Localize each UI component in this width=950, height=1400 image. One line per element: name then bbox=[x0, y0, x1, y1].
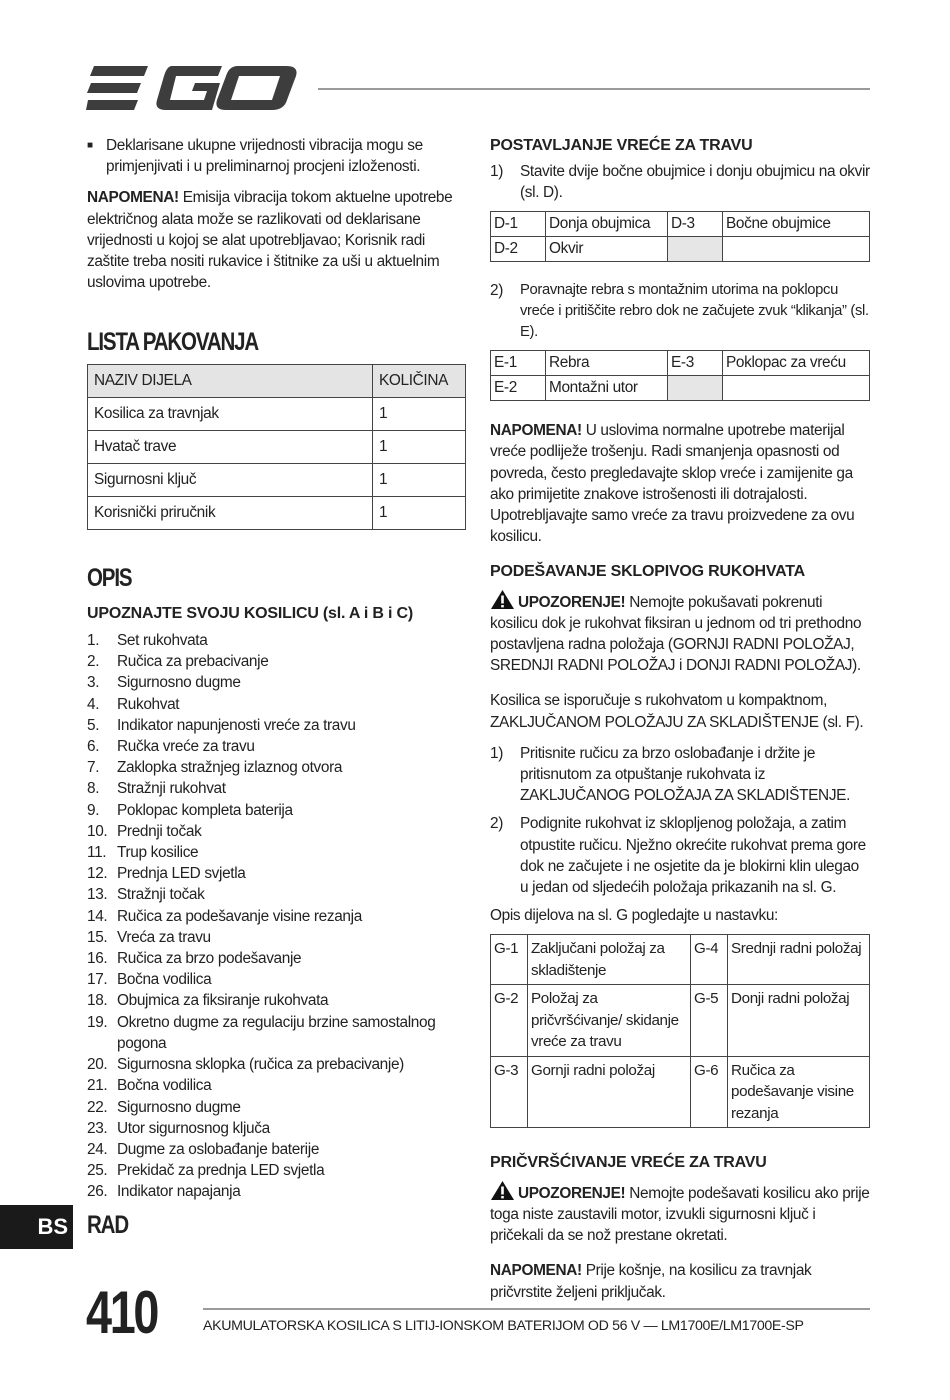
part-name: Kosilica za travnjak bbox=[88, 397, 373, 430]
item-number: 7. bbox=[87, 759, 100, 777]
list-item bbox=[87, 1118, 465, 1139]
item-number: 4. bbox=[87, 695, 100, 713]
list-item bbox=[87, 884, 465, 905]
item-number: 6. bbox=[87, 738, 100, 756]
left-column bbox=[87, 135, 465, 1239]
ref-label: Donja obujmica bbox=[546, 211, 668, 236]
item-text: Ručica za prebacivanje bbox=[117, 653, 269, 671]
item-text: Rukohvat bbox=[117, 695, 180, 713]
column-header-qty: KOLIČINA bbox=[373, 364, 466, 397]
warning-triangle-icon bbox=[490, 589, 515, 610]
list-item bbox=[87, 1139, 465, 1160]
install-step-1 bbox=[490, 161, 870, 203]
ref-code: G-6 bbox=[691, 1056, 728, 1128]
step-text: Pritisnite ručicu za brzo oslobađanje i držite je pritisnutom za otpuštanje rukohvata iz ZAKLJUČANOG POLOŽAJA ZA SKLADIŠTENJE. bbox=[520, 744, 851, 805]
table-fig-g bbox=[490, 934, 870, 1128]
know-your-mower-heading: UPOZNAJTE SVOJU KOSILICU (sl. A i B i C) bbox=[87, 604, 413, 622]
list-item bbox=[87, 948, 465, 969]
list-item bbox=[87, 1160, 465, 1181]
item-number: 13. bbox=[87, 886, 108, 904]
ref-label: Zaključani položaj za skladištenje bbox=[528, 935, 691, 985]
handle-step-2 bbox=[490, 813, 870, 898]
item-number: 25. bbox=[87, 1162, 108, 1180]
ref-code: E-3 bbox=[668, 351, 723, 376]
bullet-text: Deklarisane ukupne vrijednosti vibracija mogu se primjenjivati i u preliminarnoj procjeni izloženosti. bbox=[106, 137, 423, 176]
list-item bbox=[87, 757, 465, 778]
packing-table bbox=[87, 364, 466, 530]
list-item bbox=[87, 927, 465, 948]
item-text: Sigurnosno dugme bbox=[117, 674, 241, 692]
item-number: 11. bbox=[87, 844, 107, 862]
item-text: Sigurnosna sklopka (ručica za prebacivanje) bbox=[117, 1056, 404, 1074]
list-item bbox=[87, 1181, 465, 1202]
item-number: 12. bbox=[87, 865, 108, 883]
ref-label: Donji radni položaj bbox=[728, 985, 870, 1057]
ref-code: E-2 bbox=[491, 376, 546, 401]
empty-cell bbox=[668, 236, 723, 261]
ref-label: Okvir bbox=[546, 236, 668, 261]
item-text: Poklopac kompleta baterija bbox=[117, 801, 293, 819]
item-text: Ručka vreće za travu bbox=[117, 738, 255, 756]
item-text: Prednja LED svjetla bbox=[117, 865, 246, 883]
list-item bbox=[87, 906, 465, 927]
list-item bbox=[87, 672, 465, 693]
part-name: Hvatač trave bbox=[88, 430, 373, 463]
item-number: 18. bbox=[87, 992, 108, 1010]
note-vibration bbox=[87, 187, 465, 293]
table-row bbox=[491, 985, 870, 1057]
part-qty: 1 bbox=[373, 397, 466, 430]
note-bag-wear bbox=[490, 420, 870, 547]
warning-text: Nemojte podešavati kosilicu ako prije toga niste zaustavili motor, izvukli sigurnosni ključ i pričekali da se nož prestane okretati. bbox=[490, 1184, 870, 1245]
language-tab: BS bbox=[0, 1205, 73, 1249]
note-label: NAPOMENA! bbox=[490, 422, 582, 440]
list-item bbox=[87, 1097, 465, 1118]
note-label: NAPOMENA! bbox=[490, 1262, 582, 1280]
part-qty: 1 bbox=[373, 463, 466, 496]
warning-label: UPOZORENJE! bbox=[518, 1184, 626, 1202]
step-text: Stavite dvije bočne obujmice i donju obujmicu na okvir (sl. D). bbox=[520, 163, 870, 202]
ref-code: D-3 bbox=[668, 211, 723, 236]
packing-table-header bbox=[88, 364, 466, 397]
fig-g-intro: Opis dijelova na sl. G pogledajte u nastavku: bbox=[490, 907, 778, 925]
list-item bbox=[87, 842, 465, 863]
table-row bbox=[491, 236, 870, 261]
item-number: 23. bbox=[87, 1119, 108, 1137]
item-number: 3. bbox=[87, 674, 100, 692]
step-text: Poravnajte rebra s montažnim utorima na poklopcu vreće i pritiščite rebro dok ne začujete zvuk “klikanja” (sl. E). bbox=[520, 281, 869, 341]
item-number: 16. bbox=[87, 950, 108, 968]
step-number: 2) bbox=[490, 815, 503, 833]
ref-code: G-2 bbox=[491, 985, 528, 1057]
ref-code: D-1 bbox=[491, 211, 546, 236]
right-column bbox=[490, 135, 870, 1313]
empty-cell bbox=[723, 376, 870, 401]
item-text: Okretno dugme za regulaciju brzine samostalnog pogona bbox=[117, 1013, 436, 1052]
list-item bbox=[87, 800, 465, 821]
item-number: 24. bbox=[87, 1140, 108, 1158]
warning-attach bbox=[490, 1180, 870, 1247]
item-text: Indikator napajanja bbox=[117, 1183, 241, 1201]
item-number: 15. bbox=[87, 928, 108, 946]
ref-label: Bočne obujmice bbox=[723, 211, 870, 236]
item-number: 19. bbox=[87, 1013, 108, 1031]
ref-code: G-4 bbox=[691, 935, 728, 985]
list-item bbox=[87, 990, 465, 1011]
list-item bbox=[87, 694, 465, 715]
list-item bbox=[87, 630, 465, 651]
list-item bbox=[87, 1012, 465, 1054]
handle-paragraph: Kosilica se isporučuje s rukohvatom u kompaktnom, ZAKLJUČANOM POLOŽAJU ZA SKLADIŠTENJE (sl. F). bbox=[490, 692, 864, 731]
item-text: Prekidač za prednja LED svjetla bbox=[117, 1162, 325, 1180]
ref-code: G-1 bbox=[491, 935, 528, 985]
warning-triangle-icon bbox=[490, 1180, 515, 1201]
note-label: NAPOMENA! bbox=[87, 189, 179, 207]
item-number: 9. bbox=[87, 801, 100, 819]
list-item bbox=[87, 736, 465, 757]
step-number: 1) bbox=[490, 744, 503, 762]
item-number: 14. bbox=[87, 907, 108, 925]
bullet-square-icon: ■ bbox=[87, 140, 93, 151]
item-text: Utor sigurnosnog ključa bbox=[117, 1119, 270, 1137]
part-qty: 1 bbox=[373, 496, 466, 529]
page-number: 410 bbox=[86, 1279, 158, 1346]
list-item bbox=[87, 651, 465, 672]
install-step-2 bbox=[490, 280, 870, 344]
note-text: U uslovima normalne upotrebe materijal vreće podliježe trošenju. Radi smanjenja opasnosti od povreda, često pregledavajte sklop vreće i zamijenite ga ako primijetite znakove istrošenosti ili dotrajalosti. Upotrebljavajte samo vreće za travu proizvedene za ovu kosilicu. bbox=[490, 422, 855, 546]
table-row bbox=[491, 376, 870, 401]
item-text: Sigurnosno dugme bbox=[117, 1098, 241, 1116]
ref-code: E-1 bbox=[491, 351, 546, 376]
ref-label: Ručica za podešavanje visine rezanja bbox=[728, 1056, 870, 1128]
ref-label: Poklopac za vreću bbox=[723, 351, 870, 376]
part-name: Korisnički priručnik bbox=[88, 496, 373, 529]
table-row bbox=[88, 397, 466, 430]
folding-handle-heading: PODEŠAVANJE SKLOPIVOG RUKOHVATA bbox=[490, 563, 806, 581]
warning-handle bbox=[490, 589, 870, 677]
list-item bbox=[87, 863, 465, 884]
step-number: 1) bbox=[490, 163, 503, 181]
item-number: 10. bbox=[87, 822, 108, 840]
note-text: Prije košnje, na kosilicu za travnjak pričvrstite željeni priključak. bbox=[490, 1262, 812, 1301]
item-text: Dugme za oslobađanje baterije bbox=[117, 1140, 320, 1158]
table-row bbox=[88, 496, 466, 529]
list-item bbox=[87, 1054, 465, 1075]
ref-code: D-2 bbox=[491, 236, 546, 261]
item-number: 2. bbox=[87, 653, 100, 671]
vibration-bullet bbox=[87, 135, 465, 177]
step-text: Podignite rukohvat iz sklopljenog položaja, a zatim otpustite ručicu. Nježno okrećite rukohvat prema gore dok ne začujete i ne osjetite da je blokirni klin ulegao u jedan od sljedećih položaja prikazanih na sl. G. bbox=[520, 815, 866, 897]
column-header-part: NAZIV DIJELA bbox=[88, 364, 373, 397]
item-text: Bočna vodilica bbox=[117, 971, 212, 989]
table-row bbox=[491, 351, 870, 376]
packing-list-heading: LISTA PAKOVANJA bbox=[87, 328, 259, 357]
list-item bbox=[87, 778, 465, 799]
item-text: Stražnji rukohvat bbox=[117, 780, 226, 798]
footer-doc-title: AKUMULATORSKA KOSILICA S LITIJ-IONSKOM BATERIJOM OD 56 V — LM1700E/LM1700E-SP bbox=[203, 1318, 804, 1334]
item-number: 22. bbox=[87, 1098, 108, 1116]
step-number: 2) bbox=[490, 281, 503, 299]
item-number: 1. bbox=[87, 632, 100, 650]
warning-text: Nemojte pokušavati pokrenuti kosilicu dok je rukohvat fiksiran u jednom od tri prethodno postavljena radna položaja (GORNJI RADNI POLOŽAJ, SREDNJI RADNI POLOŽAJ i DONJI RADNI POLOŽAJ). bbox=[490, 593, 862, 675]
parts-list bbox=[87, 630, 465, 1202]
warning-label: UPOZORENJE! bbox=[518, 593, 626, 611]
item-number: 5. bbox=[87, 716, 100, 734]
item-text: Zaklopka stražnjeg izlaznog otvora bbox=[117, 759, 343, 777]
footer-rule bbox=[203, 1308, 870, 1310]
item-text: Ručica za brzo podešavanje bbox=[117, 950, 302, 968]
table-fig-e bbox=[490, 350, 870, 401]
ref-label: Rebra bbox=[546, 351, 668, 376]
part-name: Sigurnosni ključ bbox=[88, 463, 373, 496]
ego-logo bbox=[86, 63, 298, 113]
list-item bbox=[87, 969, 465, 990]
ref-code: G-3 bbox=[491, 1056, 528, 1128]
item-text: Ručica za podešavanje visine rezanja bbox=[117, 907, 362, 925]
item-text: Stražnji točak bbox=[117, 886, 205, 904]
note-attachment bbox=[490, 1260, 870, 1302]
note-text: Emisija vibracija tokom aktuelne upotrebe električnog alata može se razlikovati od deklarisane vrijednosti u kojoj se alat upotrebljavao; Korisnik radi zaštite treba nositi rukavice i štitnike za uši u aktuelnim uslovima upotrebe. bbox=[87, 189, 453, 292]
item-text: Vreća za travu bbox=[117, 928, 211, 946]
item-number: 21. bbox=[87, 1077, 108, 1095]
table-row bbox=[491, 211, 870, 236]
operation-heading: RAD bbox=[87, 1210, 128, 1239]
item-text: Set rukohvata bbox=[117, 632, 208, 650]
item-number: 8. bbox=[87, 780, 100, 798]
ref-label: Srednji radni položaj bbox=[728, 935, 870, 985]
item-text: Trup kosilice bbox=[117, 844, 199, 862]
install-bag-heading: POSTAVLJANJE VREĆE ZA TRAVU bbox=[490, 137, 753, 154]
header-rule bbox=[318, 88, 870, 90]
empty-cell bbox=[668, 376, 723, 401]
item-text: Prednji točak bbox=[117, 822, 202, 840]
table-fig-d bbox=[490, 211, 870, 262]
item-number: 26. bbox=[87, 1183, 108, 1201]
list-item bbox=[87, 1075, 465, 1096]
item-number: 20. bbox=[87, 1056, 108, 1074]
ref-label: Gornji radni položaj bbox=[528, 1056, 691, 1128]
ref-code: G-5 bbox=[691, 985, 728, 1057]
table-row bbox=[88, 463, 466, 496]
list-item bbox=[87, 715, 465, 736]
item-text: Bočna vodilica bbox=[117, 1077, 212, 1095]
empty-cell bbox=[723, 236, 870, 261]
table-row bbox=[491, 1056, 870, 1128]
ref-label: Položaj za pričvršćivanje/ skidanje vreće za travu bbox=[528, 985, 691, 1057]
attach-bag-heading: PRIČVRŠĆIVANJE VREĆE ZA TRAVU bbox=[490, 1154, 767, 1172]
ref-label: Montažni utor bbox=[546, 376, 668, 401]
item-text: Obujmica za fiksiranje rukohvata bbox=[117, 992, 329, 1010]
part-qty: 1 bbox=[373, 430, 466, 463]
table-row bbox=[88, 430, 466, 463]
list-item bbox=[87, 821, 465, 842]
item-number: 17. bbox=[87, 971, 108, 989]
description-heading: OPIS bbox=[87, 563, 132, 592]
table-row bbox=[491, 935, 870, 985]
item-text: Indikator napunjenosti vreće za travu bbox=[117, 716, 356, 734]
handle-step-1 bbox=[490, 743, 870, 807]
